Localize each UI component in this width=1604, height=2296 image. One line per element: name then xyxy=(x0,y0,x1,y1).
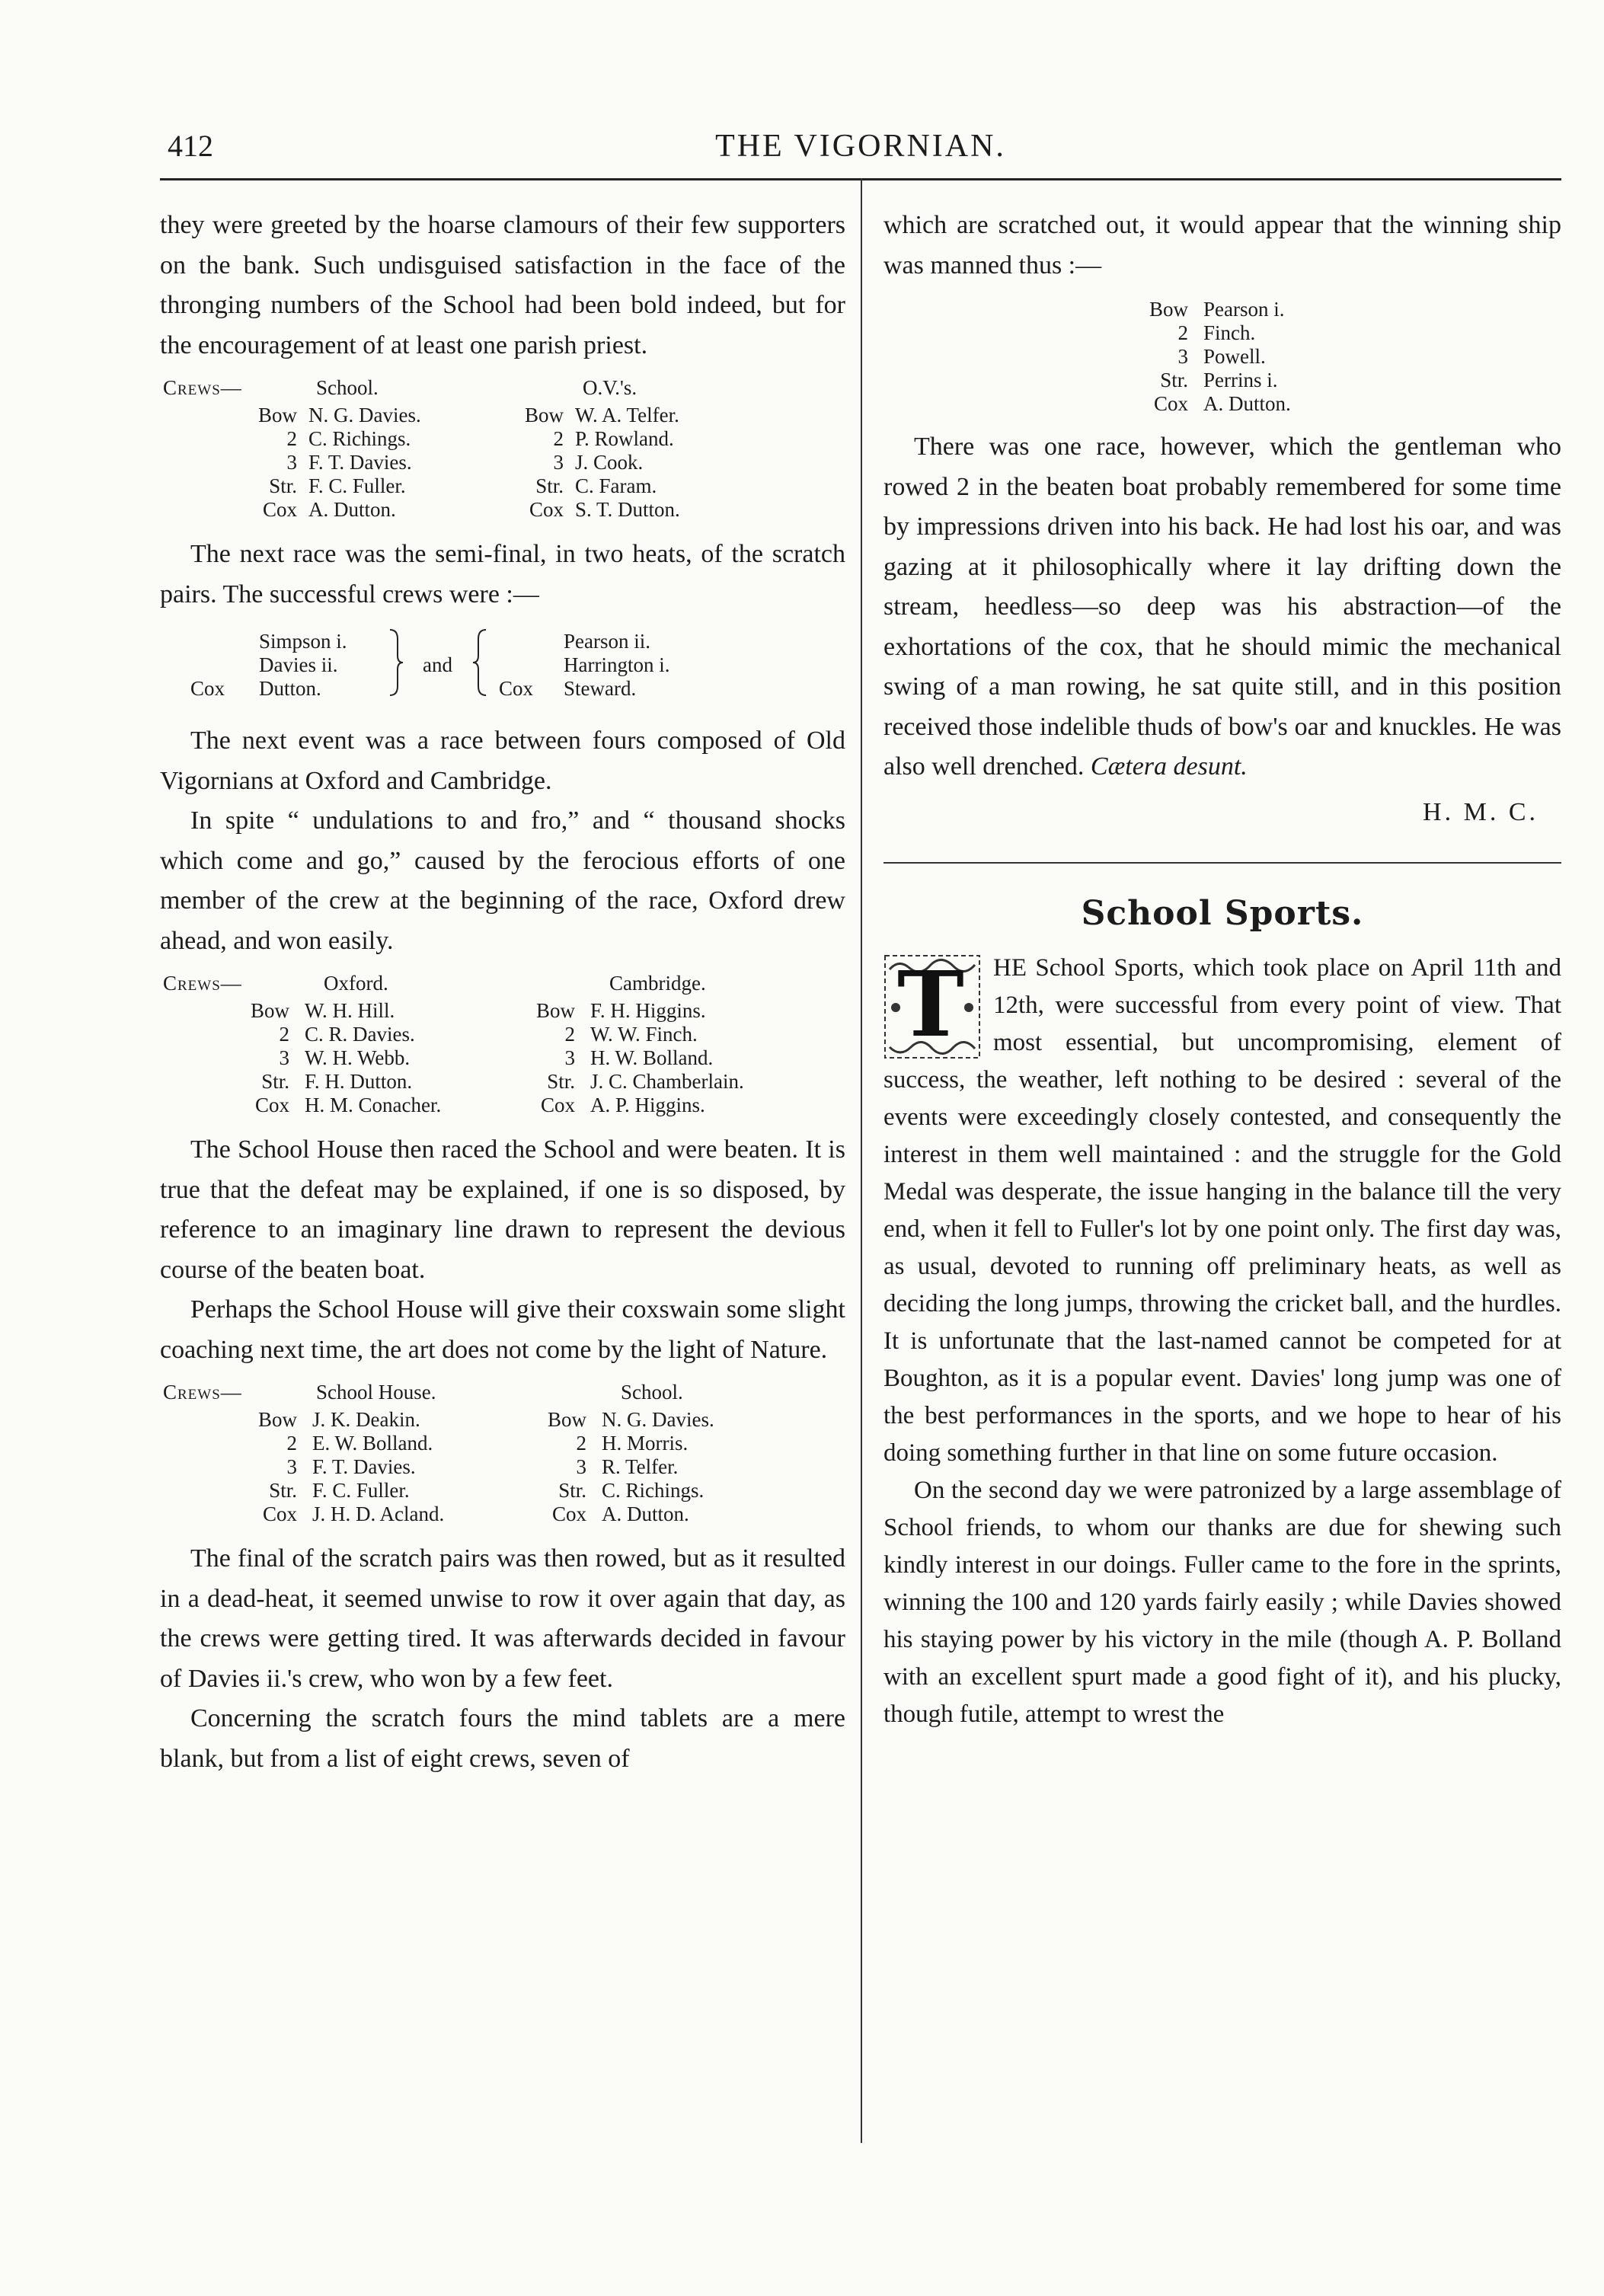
crew-position: Str. xyxy=(558,1479,586,1502)
crew-position: 3 xyxy=(1177,345,1188,368)
crew-position: 2 xyxy=(553,427,564,450)
pair-member: Pearson ii. xyxy=(564,630,650,653)
crew-member: F. H. Dutton. xyxy=(305,1070,413,1093)
left-paragraph-1: they were greeted by the hoarse clamours of their few supporters on the bank. Such undisguised satisfaction in the face of the thronging numbers of the School had been bold indeed, but for the encouragement of at least one parish priest. xyxy=(160,211,845,359)
crew-member: J. H. D. Acland. xyxy=(312,1502,445,1525)
left-brace-icon xyxy=(472,628,487,697)
crew-member: W. A. Telfer. xyxy=(575,404,679,426)
section-rule xyxy=(883,862,1561,864)
crew-position: Bow xyxy=(1149,298,1188,321)
crew-row xyxy=(160,999,845,1023)
crews-label: Crews— xyxy=(163,972,242,995)
right-paragraph-2-text: There was one race, however, which the gentleman who rowed 2 in the beaten boat probably remembered for some time by impressions driven into his back. He had lost his oar, and was gazing at it philosophically where it lay drifting down the stream, heedless—so deep was his abstraction—of the exhortations of the cox, that he should mimic the mechanical swing of a man rowing, he sat quite still, and in this position received those indelible thuds of bow's oar and knuckles. He was also well drenched. xyxy=(883,433,1561,781)
crew-member: Finch. xyxy=(1203,321,1256,344)
crew-member: H. Morris. xyxy=(602,1432,689,1455)
crew-member: F. C. Fuller. xyxy=(312,1479,410,1502)
crew-member: Pearson i. xyxy=(1203,298,1285,321)
crew-member: W. H. Hill. xyxy=(305,999,395,1022)
crew-row xyxy=(160,404,845,427)
crew-row xyxy=(160,1502,845,1526)
dropcap xyxy=(883,950,981,1059)
winning-crew-list xyxy=(883,296,1561,418)
crew-row xyxy=(160,1023,845,1046)
crew-position: 2 xyxy=(286,1432,297,1455)
crew-position: Str. xyxy=(261,1070,289,1093)
crew-row xyxy=(160,1432,845,1455)
crew-position: Cox xyxy=(254,1094,289,1116)
section-title: School Sports. xyxy=(1081,893,1364,933)
crew-position: Str. xyxy=(1160,369,1188,391)
crew-member: C. R. Davies. xyxy=(305,1023,415,1046)
crews-label: Crews— xyxy=(163,1381,242,1403)
crew-member: N. G. Davies. xyxy=(602,1408,714,1431)
crew-position: 3 xyxy=(279,1046,289,1069)
left-paragraph-3: The next event was a race between fours composed of Old Vigornians at Oxford and Cambridge. xyxy=(160,726,845,795)
sports-article xyxy=(883,950,1561,1733)
crew-position: Bow xyxy=(547,1408,586,1431)
crew-a-heading: School. xyxy=(316,376,379,399)
right-paragraph-1: which are scratched out, it would appear that the winning ship was manned thus :— xyxy=(883,211,1561,279)
right-paragraph-2 xyxy=(883,427,1561,787)
crew-member: F. T. Davies. xyxy=(308,451,412,474)
crew-b-heading: O.V.'s. xyxy=(583,376,637,399)
crew-position: Str. xyxy=(269,1479,297,1502)
crew-member: Powell. xyxy=(1203,345,1266,368)
crew-position: 2 xyxy=(286,427,297,450)
crew-row xyxy=(160,1479,845,1502)
crew-member: N. G. Davies. xyxy=(308,404,421,426)
crew-b-heading: School. xyxy=(621,1381,683,1403)
crew-position: Bow xyxy=(257,404,297,426)
left-paragraph-5: The School House then raced the School and were beaten. It is true that the defeat may be explained, if one is so disposed, by reference to an imaginary line drawn to represent the devious course of the beaten boat. xyxy=(160,1135,845,1284)
left-paragraph-6: Perhaps the School House will give their coxswain some slight coaching next time, the art does not come by the light of Nature. xyxy=(160,1295,845,1364)
pair-and: and xyxy=(423,653,452,676)
crew-row xyxy=(160,1070,845,1094)
crew-member: W. H. Webb. xyxy=(305,1046,411,1069)
crews-table-schoolhouse-vs-school xyxy=(160,1381,845,1530)
crew-row xyxy=(160,1094,845,1117)
page-header xyxy=(160,128,1561,174)
crew-position: 3 xyxy=(286,1455,297,1478)
pair-member: Dutton. xyxy=(259,677,321,700)
pair-member: Harrington i. xyxy=(564,653,670,676)
crew-position: 3 xyxy=(286,451,297,474)
crew-member: J. C. Chamberlain. xyxy=(590,1070,744,1093)
column-divider xyxy=(861,178,862,2143)
sports-paragraph-1: HE School Sports, which took place on April 11th and 12th, were successful from every point of view. That most essential, but uncompromising, element of success, the weather, left nothing to be desired : several of the events were exceedingly closely contested, and consequently the interest in them well maintained : and the struggle for the Gold Medal was desperate, the issue hanging in the balance till the very end, when it fell to Fuller's lot by one point only. The first day was, as usual, devoted to running off preliminary heats, as well as deciding the long jumps, throwing the cricket ball, and the hurdles. It is unfortunate that the last-named cannot be competed for at Boughton, as it is a popular event. Davies' long jump was one of the best performances in the sports, and we hope to hear of his doing something further in that line on some future occasion. xyxy=(883,953,1561,1467)
crews-label: Crews— xyxy=(163,376,242,399)
left-column xyxy=(160,206,845,1779)
crew-member: H. W. Bolland. xyxy=(590,1046,714,1069)
crew-a-heading: School House. xyxy=(316,1381,436,1403)
right-brace-icon xyxy=(388,628,404,697)
crew-position: Cox xyxy=(262,498,297,521)
crew-member: H. M. Conacher. xyxy=(305,1094,442,1116)
crew-row xyxy=(160,498,845,522)
crew-member: F. C. Fuller. xyxy=(308,474,406,497)
crews-table-school-vs-ov xyxy=(160,376,845,525)
pair-member: Steward. xyxy=(564,677,637,700)
running-title: THE VIGORNIAN. xyxy=(715,129,1006,164)
crew-position: 2 xyxy=(576,1432,586,1455)
crew-position: Str. xyxy=(547,1070,575,1093)
sports-paragraph-2: On the second day we were patronized by a large assemblage of School friends, to whom our thanks are due for shewing such kindly interest in our doings. Fuller came to the fore in the sprints, winning the 100 and 120 yards fairly easily ; while Davies showed his staying power by his victory in the mile (though A. P. Bolland with an excellent spurt made a good fight of it), and his plucky, though futile, attempt to wrest the xyxy=(883,1476,1561,1728)
pair-cox-label: Cox xyxy=(190,677,225,700)
crew-member: C. Faram. xyxy=(575,474,657,497)
crew-position: Bow xyxy=(250,999,289,1022)
crew-row xyxy=(160,1455,845,1479)
author-signature: H. M. C. xyxy=(1423,797,1538,826)
crew-position: Bow xyxy=(535,999,575,1022)
crew-member: A. Dutton. xyxy=(308,498,396,521)
crew-position: 3 xyxy=(576,1455,586,1478)
crew-position: Cox xyxy=(262,1502,297,1525)
left-paragraph-4: In spite “ undulations to and fro,” and “ thousand shocks which come and go,” caused by the ferocious efforts of one member of the crew at the beginning of the race, Oxford drew ahead, and won easily. xyxy=(160,806,845,955)
crew-row xyxy=(160,427,845,451)
pair-cox-label: Cox xyxy=(499,677,534,700)
crew-row xyxy=(160,1046,845,1070)
crew-member: J. Cook. xyxy=(575,451,644,474)
crew-member: E. W. Bolland. xyxy=(312,1432,433,1455)
crew-position: Bow xyxy=(524,404,564,426)
crew-position: 3 xyxy=(553,451,564,474)
crew-member: C. Richings. xyxy=(308,427,411,450)
crew-position: 3 xyxy=(564,1046,575,1069)
crew-member: C. Richings. xyxy=(602,1479,705,1502)
crew-position: 2 xyxy=(564,1023,575,1046)
crew-a-heading: Oxford. xyxy=(324,972,388,995)
crew-member: S. T. Dutton. xyxy=(575,498,680,521)
left-paragraph-8: Concerning the scratch fours the mind tablets are a mere blank, but from a list of eight crews, seven of xyxy=(160,1704,845,1773)
crew-position: Cox xyxy=(551,1502,586,1525)
page-number: 412 xyxy=(168,129,213,163)
crew-member: J. K. Deakin. xyxy=(312,1408,420,1431)
crew-member: P. Rowland. xyxy=(575,427,674,450)
dropcap-letter: T xyxy=(897,950,964,1057)
crew-position: Cox xyxy=(1153,392,1188,415)
crew-row xyxy=(160,1408,845,1432)
crew-position: Str. xyxy=(269,474,297,497)
crew-member: A. Dutton. xyxy=(1203,392,1291,415)
crew-position: Cox xyxy=(529,498,564,521)
crew-position: Cox xyxy=(540,1094,575,1116)
right-column xyxy=(883,206,1561,1733)
crew-position: Str. xyxy=(535,474,564,497)
crew-member: R. Telfer. xyxy=(602,1455,679,1478)
crew-member: F. T. Davies. xyxy=(312,1455,416,1478)
left-paragraph-7: The final of the scratch pairs was then rowed, but as it resulted in a dead-heat, it seemed unwise to row it over again that day, as the crews were getting tired. It was afterwards decided in favour of Davies ii.'s crew, who won by a few feet. xyxy=(160,1544,845,1693)
latin-phrase: Cætera desunt. xyxy=(1090,752,1248,781)
pair-member: Davies ii. xyxy=(259,653,338,676)
scratch-pairs-winners xyxy=(160,625,845,709)
crew-member: W. W. Finch. xyxy=(590,1023,698,1046)
left-paragraph-2: The next race was the semi-final, in two heats, of the scratch pairs. The successful crews were :— xyxy=(160,540,845,608)
crew-position: 2 xyxy=(1177,321,1188,344)
pair-member: Simpson i. xyxy=(259,630,347,653)
crews-table-oxford-vs-cambridge xyxy=(160,972,845,1121)
crew-position: 2 xyxy=(279,1023,289,1046)
crew-member: A. Dutton. xyxy=(602,1502,689,1525)
crew-member: A. P. Higgins. xyxy=(590,1094,705,1116)
crew-member: F. H. Higgins. xyxy=(590,999,706,1022)
crew-position: Bow xyxy=(257,1408,297,1431)
crew-member: Perrins i. xyxy=(1203,369,1278,391)
crew-row xyxy=(160,451,845,474)
crew-b-heading: Cambridge. xyxy=(609,972,706,995)
crew-row xyxy=(160,474,845,498)
